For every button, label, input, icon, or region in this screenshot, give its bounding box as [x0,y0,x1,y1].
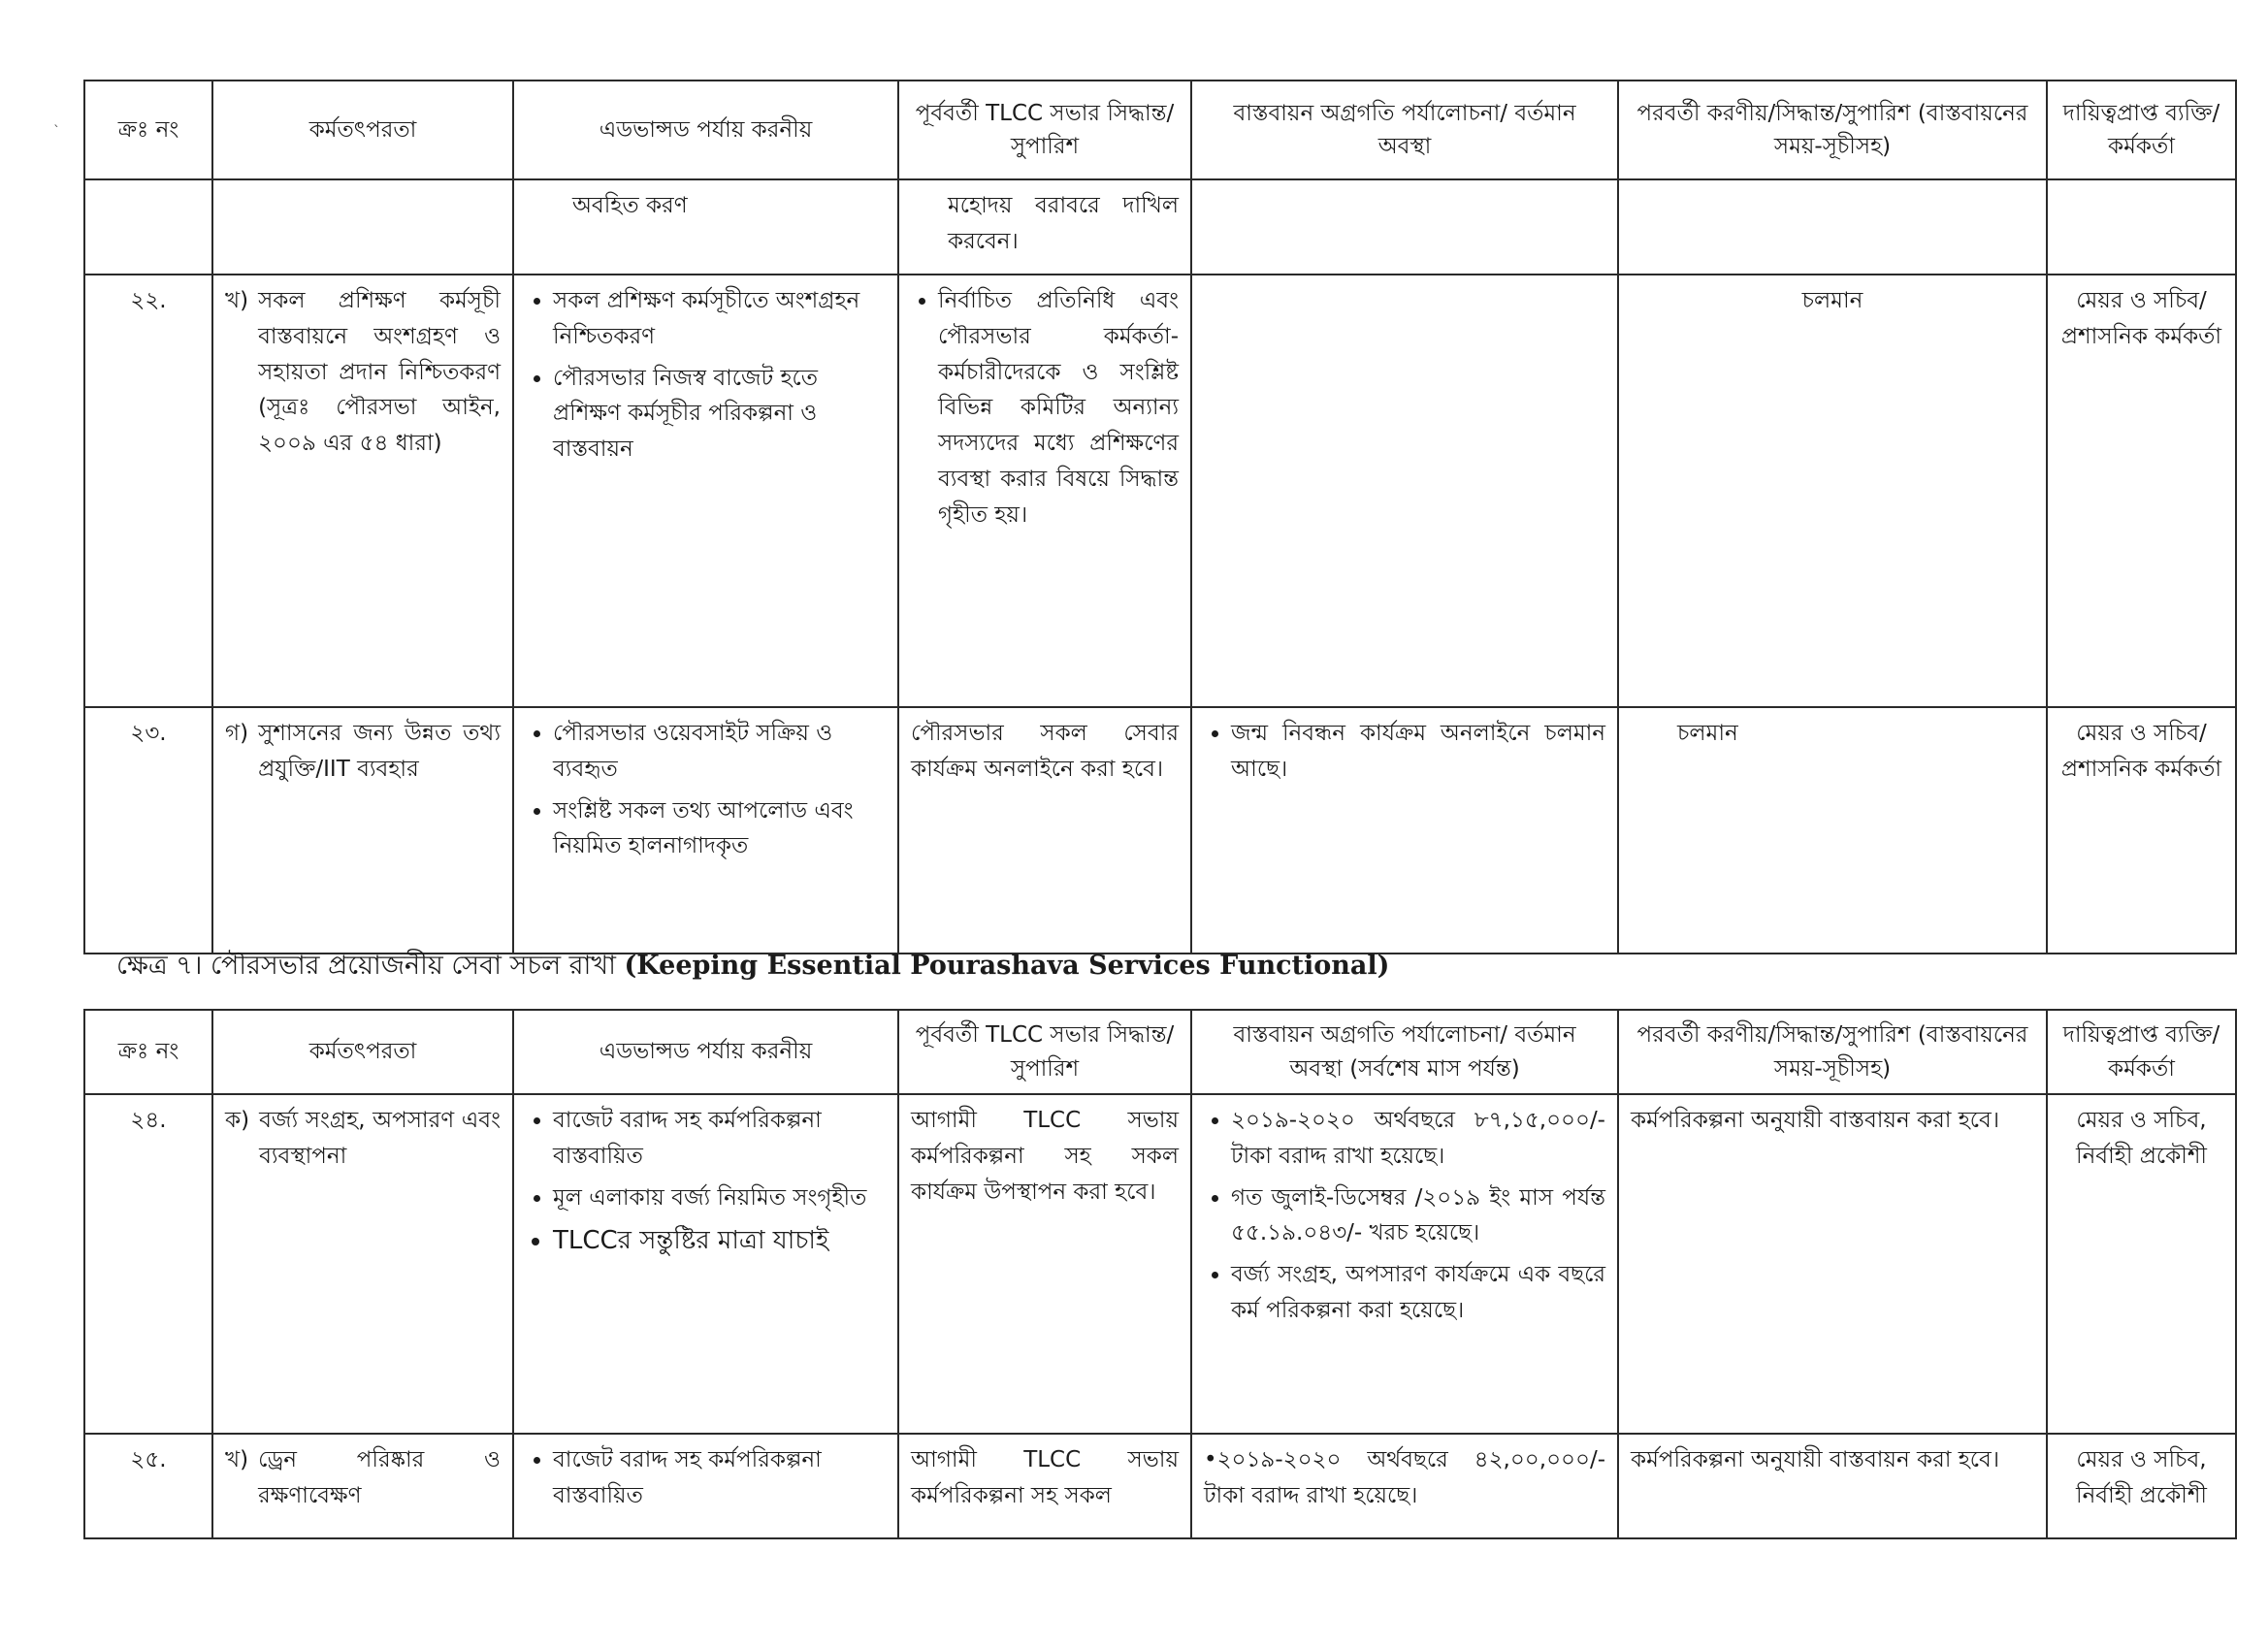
cell-responsible: মেয়র ও সচিব/প্রশাসনিক কর্মকর্তা [2047,275,2236,707]
cell-prev-tlcc [898,275,1191,707]
list-item: • মূল এলাকায় বর্জ্য নিয়মিত সংগৃহীত [553,1180,886,1216]
table-header-row [84,81,2236,179]
cell-prev-tlcc: পৌরসভার সকল সেবার কার্যক্রম অনলাইনে করা হবে। [898,707,1191,954]
cell-activity: গ) সুশাসনের জন্য উন্নত তথ্য প্রযুক্তি/IIT ব্যবহার [212,707,513,954]
header-advanced: এডভান্সড পর্যায় করনীয় [513,1010,898,1094]
list-item: • নির্বাচিত প্রতিনিধি এবং পৌরসভার কর্মকর্তা- কর্মচারীদেরকে ও সংশ্লিষ্ট বিভিন্ন কমিটির অন্যান্য সদস্যদের মধ্যে প্রশিক্ষণের ব্যবস্থা করার বিষয়ে সিদ্ধান্ত গৃহীত হয়। [938,283,1179,534]
cell-activity: খ) সকল প্রশিক্ষণ কর্মসূচী বাস্তবায়নে অংশগ্রহণ ও সহায়তা প্রদান নিশ্চিতকরণ (সূত্রঃ পৌরসভা আইন, ২০০৯ এর ৫৪ ধারা) [212,275,513,707]
list-item: • TLCCর সন্তুষ্টির মাত্রা যাচাই [553,1221,886,1262]
cell-responsible: মেয়র ও সচিব, নির্বাহী প্রকৌশী [2047,1434,2236,1538]
table-row [84,275,2236,707]
list-item: • ২০১৯-২০২০ অর্থবছরে ৮৭,১৫,০০০/- টাকা বরাদ্দ রাখা হয়েছে। [1231,1103,1605,1175]
cell-responsible: মেয়র ও সচিব, নির্বাহী প্রকৌশী [2047,1094,2236,1434]
header-next: পরবর্তী করণীয়/সিদ্ধান্ত/সুপারিশ (বাস্তবায়নের সময়-সূচীসহ) [1618,1010,2047,1094]
cell-advanced [513,1434,898,1538]
header-advanced: এডভান্সড পর্যায় করনীয় [513,81,898,179]
header-progress: বাস্তবায়ন অগ্রগতি পর্যালোচনা/ বর্তমান অবস্থা [1191,81,1618,179]
header-progress: বাস্তবায়ন অগ্রগতি পর্যালোচনা/ বর্তমান অবস্থা (সর্বশেষ মাস পর্যন্ত) [1191,1010,1618,1094]
cell-progress [1191,275,1618,707]
cell-serial: ২২. [84,275,212,707]
list-item: • পৌরসভার ওয়েবসাইট সক্রিয় ও ব্যবহৃত [553,716,886,788]
table-row [84,1094,2236,1434]
cell-next: কর্মপরিকল্পনা অনুযায়ী বাস্তবায়ন করা হবে। [1618,1094,2047,1434]
cell-advanced [513,275,898,707]
header-next: পরবর্তী করণীয়/সিদ্ধান্ত/সুপারিশ (বাস্তবায়নের সময়-সূচীসহ) [1618,81,2047,179]
list-item: • বাজেট বরাদ্দ সহ কর্মপরিকল্পনা বাস্তবায়িত [553,1442,886,1514]
cell-next: চলমান [1618,707,2047,954]
header-serial: ক্রঃ নং [84,1010,212,1094]
cell-prev-tlcc: মহোদয় বরাবরে দাখিল করবেন। [898,179,1191,275]
list-item: • গত জুলাই-ডিসেম্বর /২০১৯ ইং মাস পর্যন্ত ৫৫.১৯.০৪৩/- খরচ হয়েছে। [1231,1180,1605,1252]
list-item: • সংশ্লিষ্ট সকল তথ্য আপলোড এবং নিয়মিত হালনাগাদকৃত [553,793,886,865]
cell-serial: ২৩. [84,707,212,954]
cell-progress: •২০১৯-২০২০ অর্থবছরে ৪২,০০,০০০/-টাকা বরাদ্দ রাখা হয়েছে। [1191,1434,1618,1538]
cell-next: চলমান [1618,275,2047,707]
list-item: • জন্ম নিবন্ধন কার্যক্রম অনলাইনে চলমান আছে। [1231,716,1605,788]
cell-serial: ২৫. [84,1434,212,1538]
section-7-title: ক্ষেত্র ৭। পৌরসভার প্রয়োজনীয় সেবা সচল রাখা (Keeping Essential Pourashava Services Functional) [116,951,1390,981]
margin-mark: ` [53,124,60,140]
header-serial: ক্রঃ নং [84,81,212,179]
cell-activity: ক) বর্জ্য সংগ্রহ, অপসারণ এবং ব্যবস্থাপনা [212,1094,513,1434]
header-responsible: দায়িত্বপ্রাপ্ত ব্যক্তি/কর্মকর্তা [2047,1010,2236,1094]
list-item: • বর্জ্য সংগ্রহ, অপসারণ কার্যক্রমে এক বছরে কর্ম পরিকল্পনা করা হয়েছে। [1231,1257,1605,1329]
list-item: • পৌরসভার নিজস্ব বাজেট হতে প্রশিক্ষণ কর্মসূচীর পরিকল্পনা ও বাস্তবায়ন [553,361,886,468]
cell-prev-tlcc: আগামী TLCC সভায় কর্মপরিকল্পনা সহ সকল [898,1434,1191,1538]
cell-advanced: অবহিত করণ [513,179,898,275]
cell-serial: ২৪. [84,1094,212,1434]
cell-advanced [513,707,898,954]
header-prev-tlcc: পূর্ববর্তী TLCC সভার সিদ্ধান্ত/সুপারিশ [898,81,1191,179]
cell-next: কর্মপরিকল্পনা অনুযায়ী বাস্তবায়ন করা হবে। [1618,1434,2047,1538]
progress-table-2 [83,1009,2237,1539]
table-row-continuation [84,179,2236,275]
table-row [84,1434,2236,1538]
cell-progress [1191,1094,1618,1434]
table-row [84,707,2236,954]
header-responsible: দায়িত্বপ্রাপ্ত ব্যক্তি/কর্মকর্তা [2047,81,2236,179]
cell-progress [1191,707,1618,954]
header-prev-tlcc: পূর্ববর্তী TLCC সভার সিদ্ধান্ত/সুপারিশ [898,1010,1191,1094]
table-header-row [84,1010,2236,1094]
cell-activity: খ) ড্রেন পরিষ্কার ও রক্ষণাবেক্ষণ [212,1434,513,1538]
cell-responsible: মেয়র ও সচিব/প্রশাসনিক কর্মকর্তা [2047,707,2236,954]
header-activity: কর্মতৎপরতা [212,1010,513,1094]
cell-prev-tlcc: আগামী TLCC সভায় কর্মপরিকল্পনা সহ সকল কার্যক্রম উপস্থাপন করা হবে। [898,1094,1191,1434]
header-activity: কর্মতৎপরতা [212,81,513,179]
list-item: • সকল প্রশিক্ষণ কর্মসূচীতে অংশগ্রহন নিশ্চিতকরণ [553,283,886,355]
cell-advanced [513,1094,898,1434]
progress-table-1 [83,80,2237,954]
list-item: • বাজেট বরাদ্দ সহ কর্মপরিকল্পনা বাস্তবায়িত [553,1103,886,1175]
